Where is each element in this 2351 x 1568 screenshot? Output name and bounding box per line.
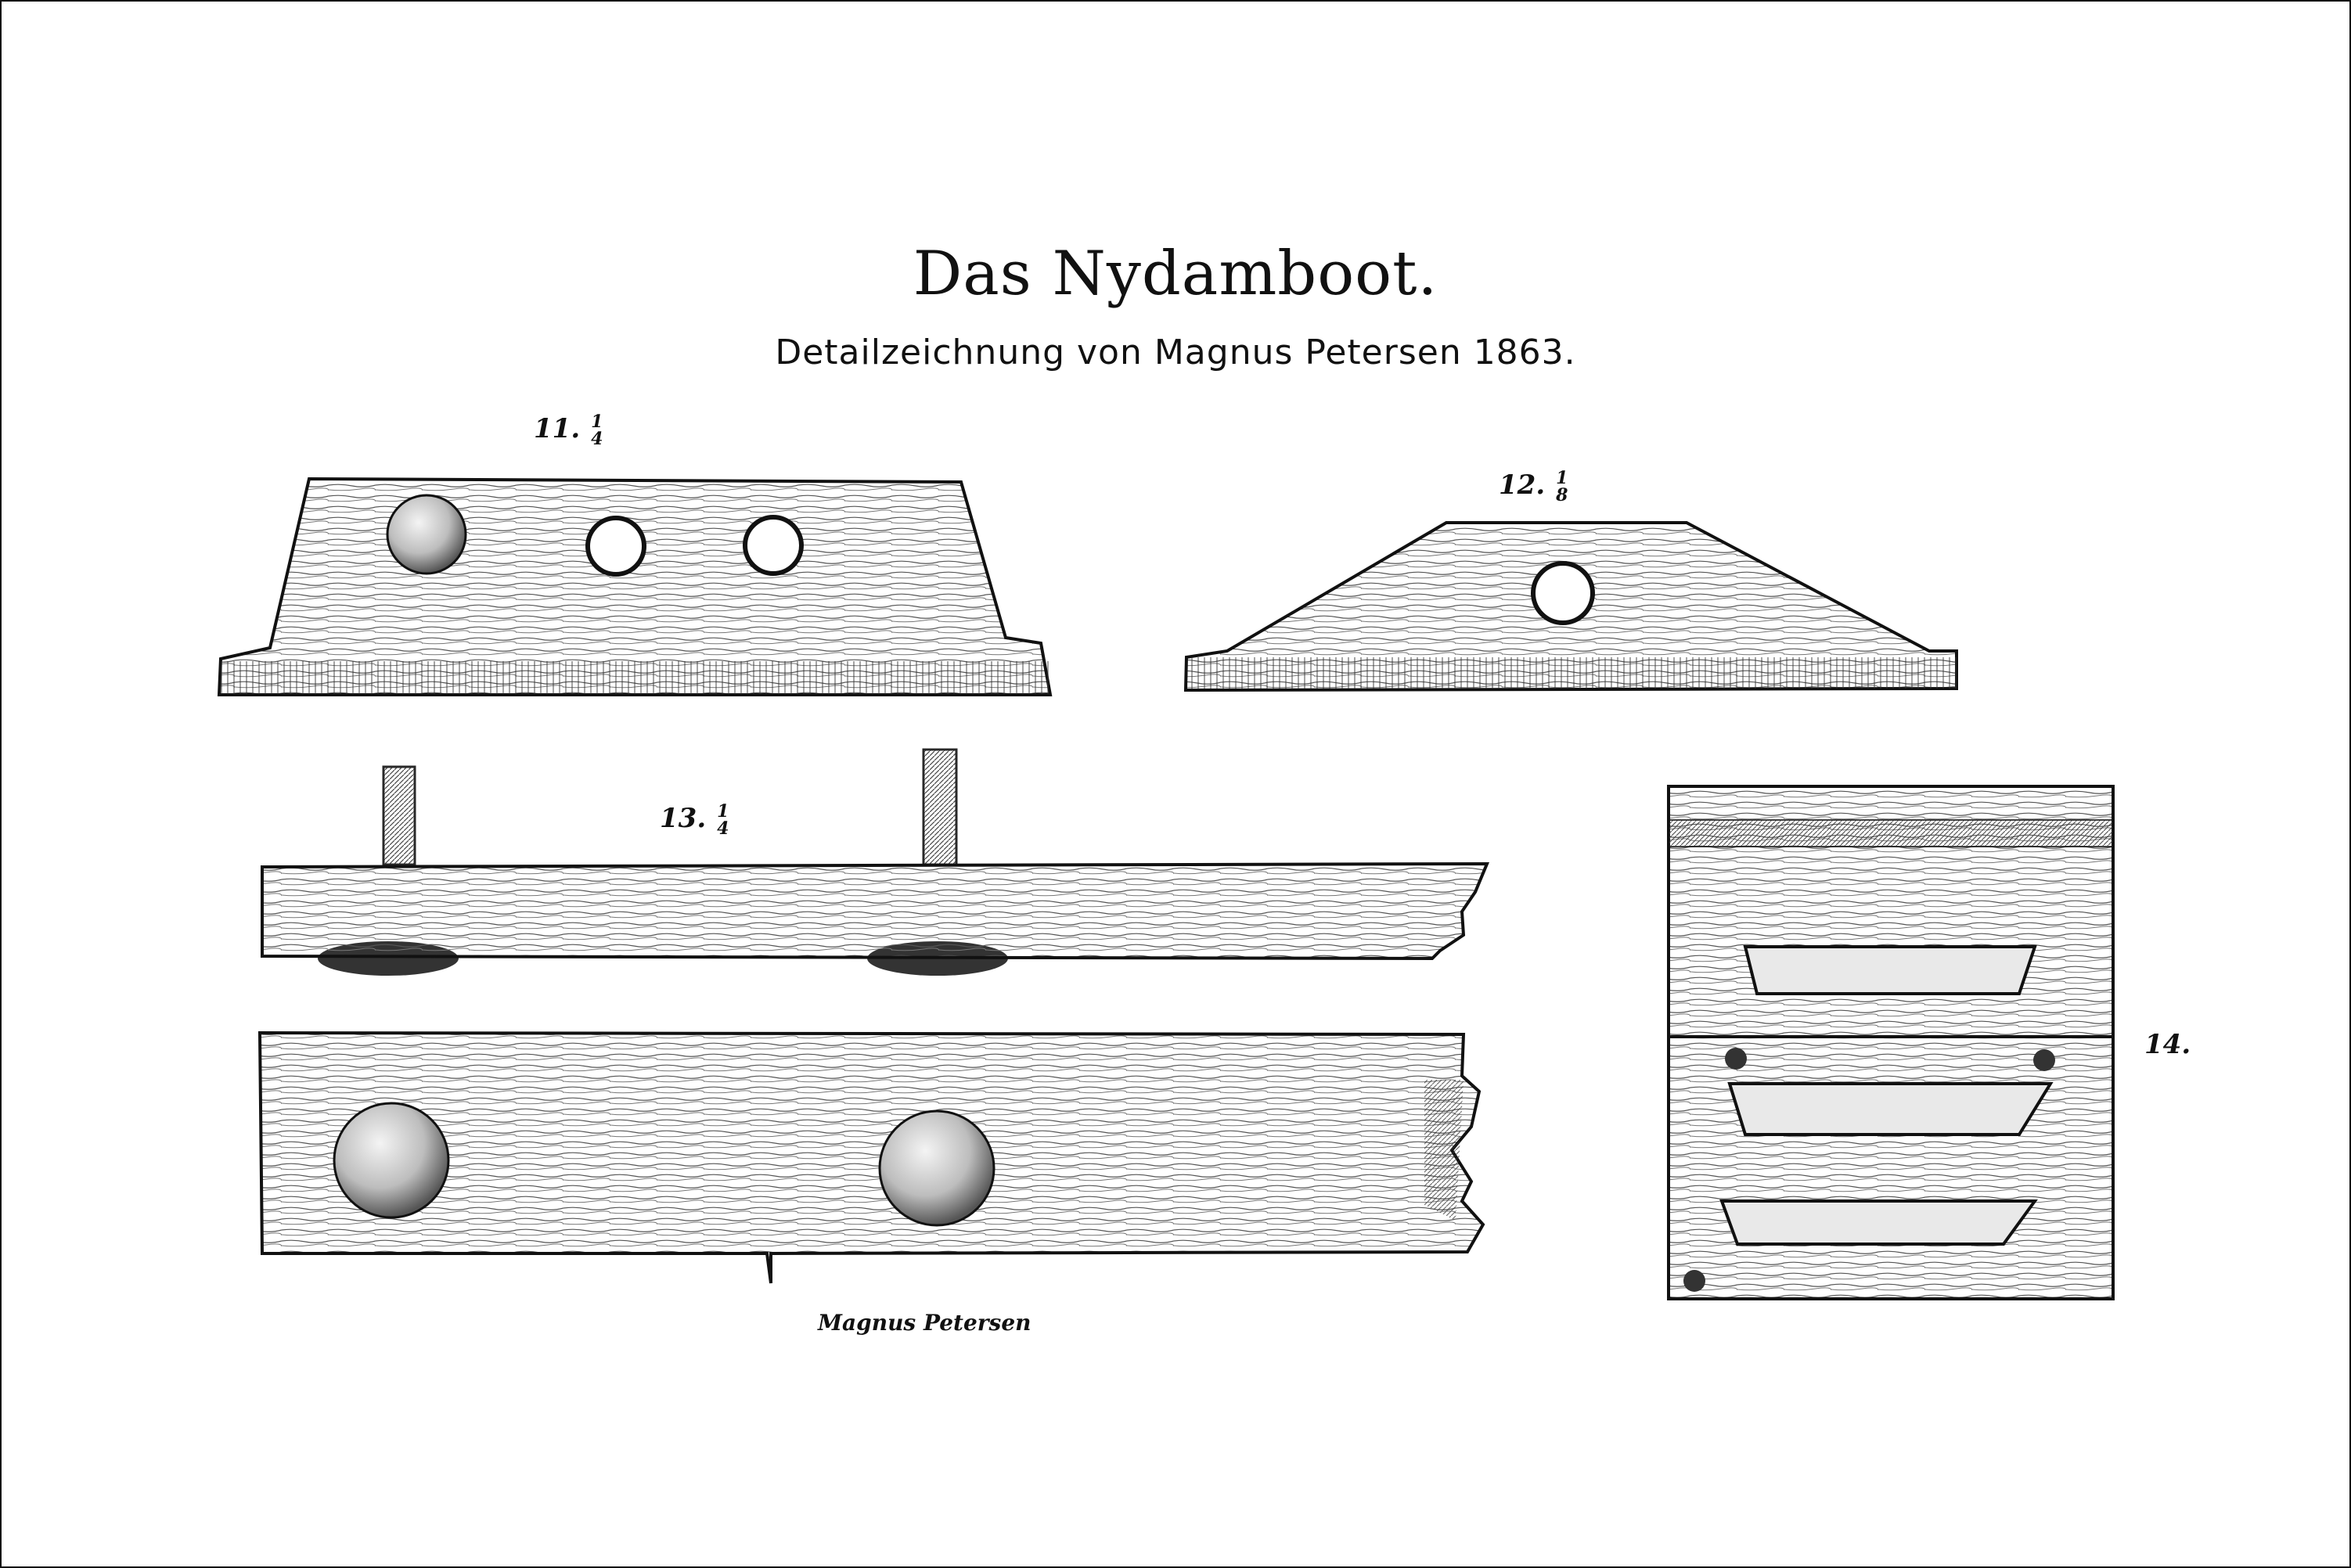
figure-12-number: 12. [1499, 469, 1546, 501]
fig14-rivet-2 [2033, 1049, 2055, 1071]
fig12-base-hatch [1186, 657, 1957, 689]
figure-13-label [660, 803, 729, 837]
plate-title: Das Nydamboot. [913, 239, 1438, 309]
figure-11-label [534, 413, 603, 448]
fig11-hole-2 [745, 517, 801, 574]
fig14-rivet-1 [1725, 1048, 1747, 1070]
figure-11-number: 11. [534, 413, 581, 444]
figure-14-label [2144, 1029, 2191, 1060]
artist-signature: Magnus Petersen [818, 1310, 1031, 1336]
fig14-rivet-3 [1683, 1270, 1705, 1292]
fig13-rivet-left [334, 1103, 448, 1217]
fig11-rivet [387, 495, 466, 574]
figure-12-drawing [1186, 523, 1957, 690]
figure-12-label [1499, 469, 1568, 504]
fig14-cleat-3 [1722, 1201, 2035, 1244]
fig14-cleat-2 [1730, 1084, 2050, 1135]
figure-13-top-drawing [260, 1033, 1483, 1283]
fig13-plank-side [262, 864, 1487, 958]
fig11-hole-1 [588, 518, 644, 574]
fig13-pin-left [383, 767, 415, 865]
fig13-pin-right [923, 750, 956, 865]
fig14-cleat-1 [1745, 947, 2035, 994]
figure-11-scale: 1 4 [591, 412, 603, 449]
figure-11-drawing [219, 479, 1050, 695]
fig13-rivet-right [880, 1111, 994, 1225]
figure-14-drawing [1669, 786, 2113, 1299]
fig12-hole [1533, 563, 1593, 623]
plate-subtitle: Detailzeichnung von Magnus Petersen 1863. [775, 333, 1576, 372]
fig11-base-hatch [221, 661, 1049, 694]
figure-12-scale: 1 8 [1556, 468, 1568, 505]
fig14-top-rim [1669, 820, 2113, 847]
figure-13-side-drawing [262, 750, 1487, 976]
figure-14-number: 14. [2144, 1029, 2191, 1060]
figure-13-number: 13. [660, 803, 707, 834]
figure-13-scale: 1 4 [717, 801, 729, 839]
